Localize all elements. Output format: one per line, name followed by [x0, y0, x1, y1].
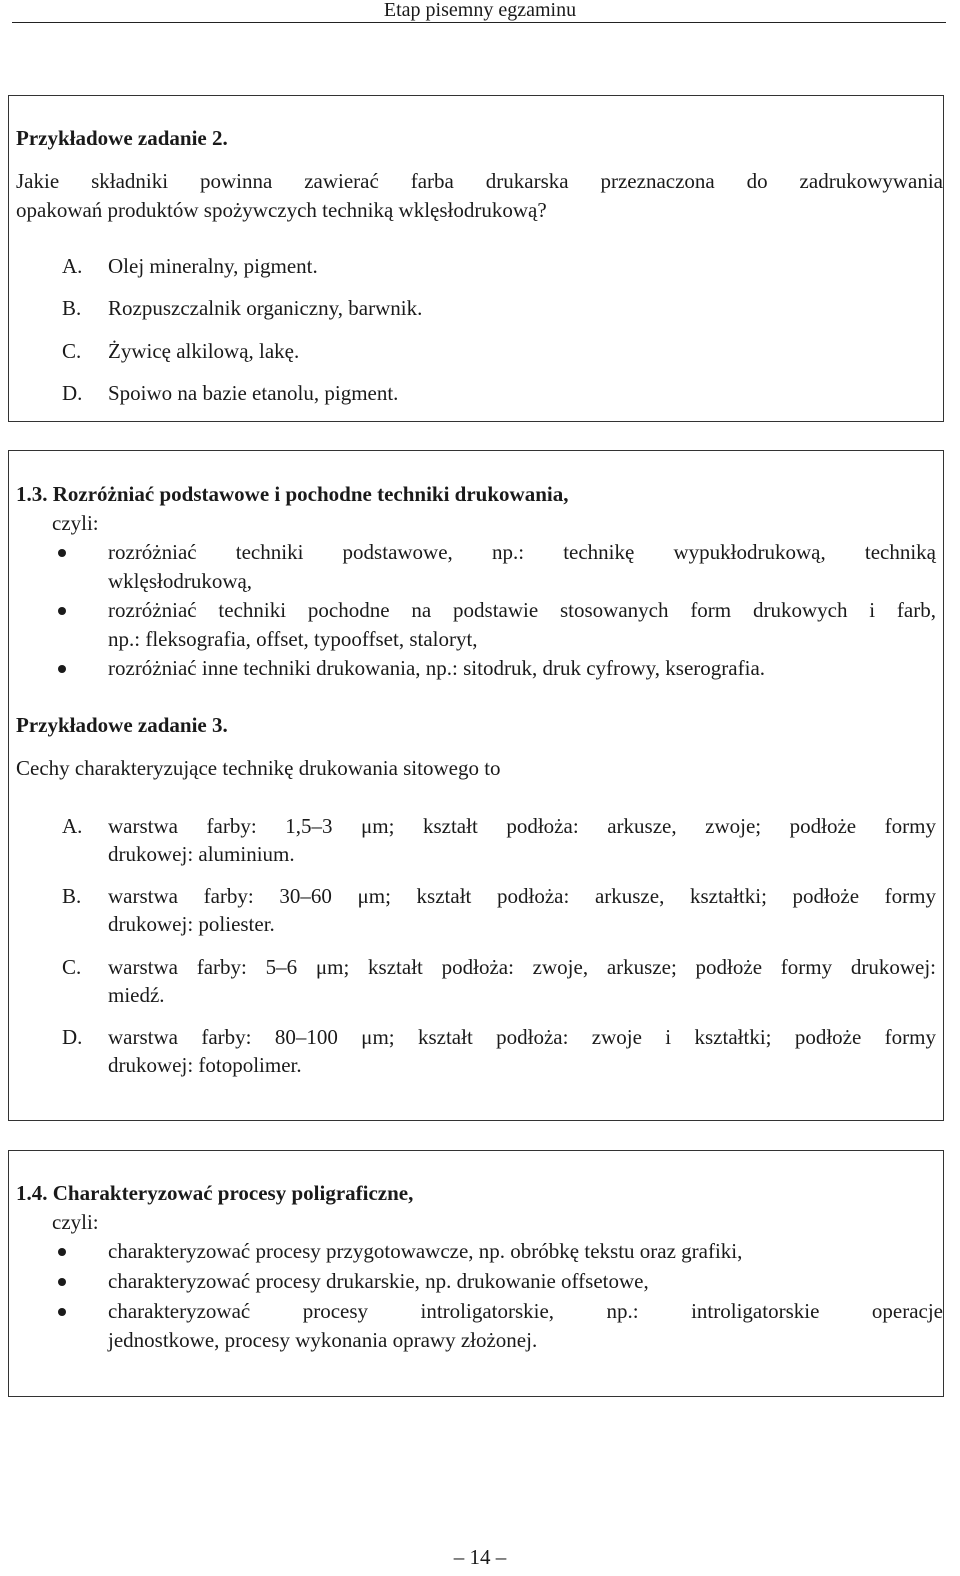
bullet-item-line: charakteryzować procesy drukarskie, np. drukowanie offsetowe,	[108, 1269, 649, 1293]
page-number: – 14 –	[453, 1545, 507, 1569]
task-2-question-line-2: opakowań produktów spożywczych techniką wklęsłodrukową?	[16, 198, 547, 222]
bullet-item-line: np.: fleksografia, offset, typooffset, staloryt,	[108, 627, 478, 651]
bullet-item-line: rozróżniać inne techniki drukowania, np.: sitodruk, druk cyfrowy, kserografia.	[108, 656, 766, 680]
task-2-option-text: Żywicę alkilową, lakę.	[108, 339, 300, 363]
task-3-heading: Przykładowe zadanie 3.	[16, 713, 228, 737]
task-2-option-text: Spoiwo na bazie etanolu, pigment.	[108, 381, 399, 405]
bullet-item-line: rozróżniać techniki pochodne na podstawie stosowanych form drukowych i farb,	[108, 598, 936, 622]
task-3-option-line: warstwa farby: 80–100 μm; kształt podłoża: zwoje i kształtki; podłoże formy	[108, 1025, 936, 1049]
bullet-item-line: wklęsłodrukową,	[108, 569, 253, 593]
task-2-option-text: Olej mineralny, pigment.	[108, 254, 318, 278]
bullet-item-line: charakteryzować procesy introligatorskie, np.: introligatorskie operacje	[108, 1299, 943, 1323]
task-3-option-line: warstwa farby: 30–60 μm; kształt podłoża: arkusze, kształtki; podłoże formy	[108, 884, 936, 908]
task-3-option-line: drukowej: aluminium.	[108, 842, 295, 866]
task-2-heading: Przykładowe zadanie 2.	[16, 126, 228, 150]
bullet-item-line: charakteryzować procesy przygotowawcze, np. obróbkę tekstu oraz grafiki,	[108, 1239, 743, 1263]
header-title: Etap pisemny egzaminu	[383, 0, 577, 21]
task-2-option-letter: B.	[62, 296, 82, 320]
section-1-3-heading: 1.3. Rozróżniać podstawowe i pochodne techniki drukowania,	[16, 482, 569, 506]
task-2-option-text: Rozpuszczalnik organiczny, barwnik.	[108, 296, 423, 320]
task-3-option-line: warstwa farby: 1,5–3 μm; kształt podłoża: arkusze, zwoje; podłoże formy	[108, 814, 936, 838]
task-3-option-line: warstwa farby: 5–6 μm; kształt podłoża: zwoje, arkusze; podłoże formy drukowej:	[108, 955, 936, 979]
task-3-option-letter: D.	[62, 1025, 83, 1049]
task-2-option-letter: A.	[62, 254, 83, 278]
task-3-option-letter: A.	[62, 814, 83, 838]
bullet-icon	[58, 665, 66, 673]
bullet-icon	[58, 549, 66, 557]
page-header	[0, 0, 960, 24]
bullet-icon	[58, 1248, 66, 1256]
task-3-option-letter: C.	[62, 955, 82, 979]
task-2-question-line-1: Jakie składniki powinna zawierać farba drukarska przeznaczona do zadrukowywania	[16, 169, 943, 193]
section-1-3-czyli: czyli:	[52, 511, 99, 535]
bullet-item-line: rozróżniać techniki podstawowe, np.: technikę wypukłodrukową, techniką	[108, 540, 936, 564]
bullet-icon	[58, 1308, 66, 1316]
section-1-4-heading: 1.4. Charakteryzować procesy poligraficzne,	[16, 1181, 414, 1205]
header-rule	[12, 22, 946, 23]
task-3-option-letter: B.	[62, 884, 82, 908]
task-3-option-line: miedź.	[108, 983, 165, 1007]
task-3-question: Cechy charakteryzujące technikę drukowania sitowego to	[16, 756, 501, 780]
bullet-item-line: jednostkowe, procesy wykonania oprawy złożonej.	[108, 1328, 538, 1352]
task-3-option-line: drukowej: poliester.	[108, 912, 275, 936]
task-3-option-line: drukowej: fotopolimer.	[108, 1053, 302, 1077]
bullet-icon	[58, 607, 66, 615]
task-2-option-letter: D.	[62, 381, 83, 405]
task-2-option-letter: C.	[62, 339, 82, 363]
bullet-icon	[58, 1278, 66, 1286]
section-1-4-czyli: czyli:	[52, 1210, 99, 1234]
